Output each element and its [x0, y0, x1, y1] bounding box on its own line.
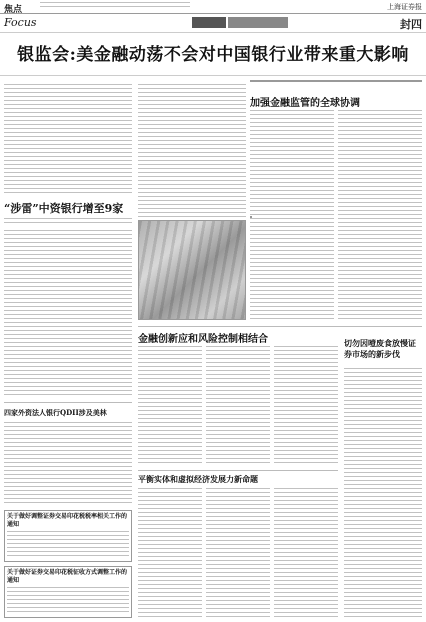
main-headline: 银监会:美金融动荡不会对中国银行业带来重大影响	[17, 45, 409, 65]
lead-subtitle: “涉雷”中资银行增至9家	[4, 202, 124, 215]
bottom-mid-text-a	[138, 488, 202, 618]
lead-sub-text	[4, 230, 132, 396]
right-top-title: 加强金融监管的全球协调	[250, 98, 360, 109]
trading-floor-photo	[138, 220, 246, 320]
right-top-text-b	[338, 110, 422, 320]
middle-text-a	[138, 346, 202, 464]
right-bottom-text	[344, 368, 422, 618]
section-name: 焦点	[4, 5, 23, 15]
newspaper-name: 上海证券报	[387, 3, 422, 11]
bottom-mid-text-c	[274, 488, 338, 618]
middle-text-b	[206, 346, 270, 464]
bottom-mid-text-b	[206, 488, 270, 618]
notice-box-1	[4, 510, 132, 562]
middle-title: 金融创新应和风险控制相结合	[138, 334, 268, 345]
notice-box-2	[4, 566, 132, 618]
focus-subtag	[228, 17, 288, 28]
middle-text-c	[274, 346, 338, 464]
qdii-title: 四家外资法人银行QDII涉及美林	[4, 408, 107, 417]
masthead-info	[40, 2, 190, 10]
focus-tag	[192, 17, 226, 28]
qdii-text	[4, 422, 132, 504]
left-column	[4, 80, 134, 620]
lead-article-text	[4, 84, 132, 194]
right-bottom-title: 切勿因噎废食放慢证券市场的新步伐	[344, 338, 416, 359]
page-number: 封四	[400, 18, 422, 31]
news-photo	[250, 80, 422, 82]
bottom-mid-title: 平衡实体和虚拟经济发展力新命题	[138, 474, 258, 484]
lead-sub-deck	[4, 218, 132, 226]
right-top-text-a	[250, 110, 334, 320]
news-photo-left	[250, 80, 252, 82]
focus-label: Focus	[4, 16, 37, 29]
notice-2-title: 关于做好证券交易印花税征收方式调整工作的通知	[7, 569, 128, 584]
notice-1-title: 关于做好调整证券交易印花税税率相关工作的通知	[7, 513, 128, 528]
